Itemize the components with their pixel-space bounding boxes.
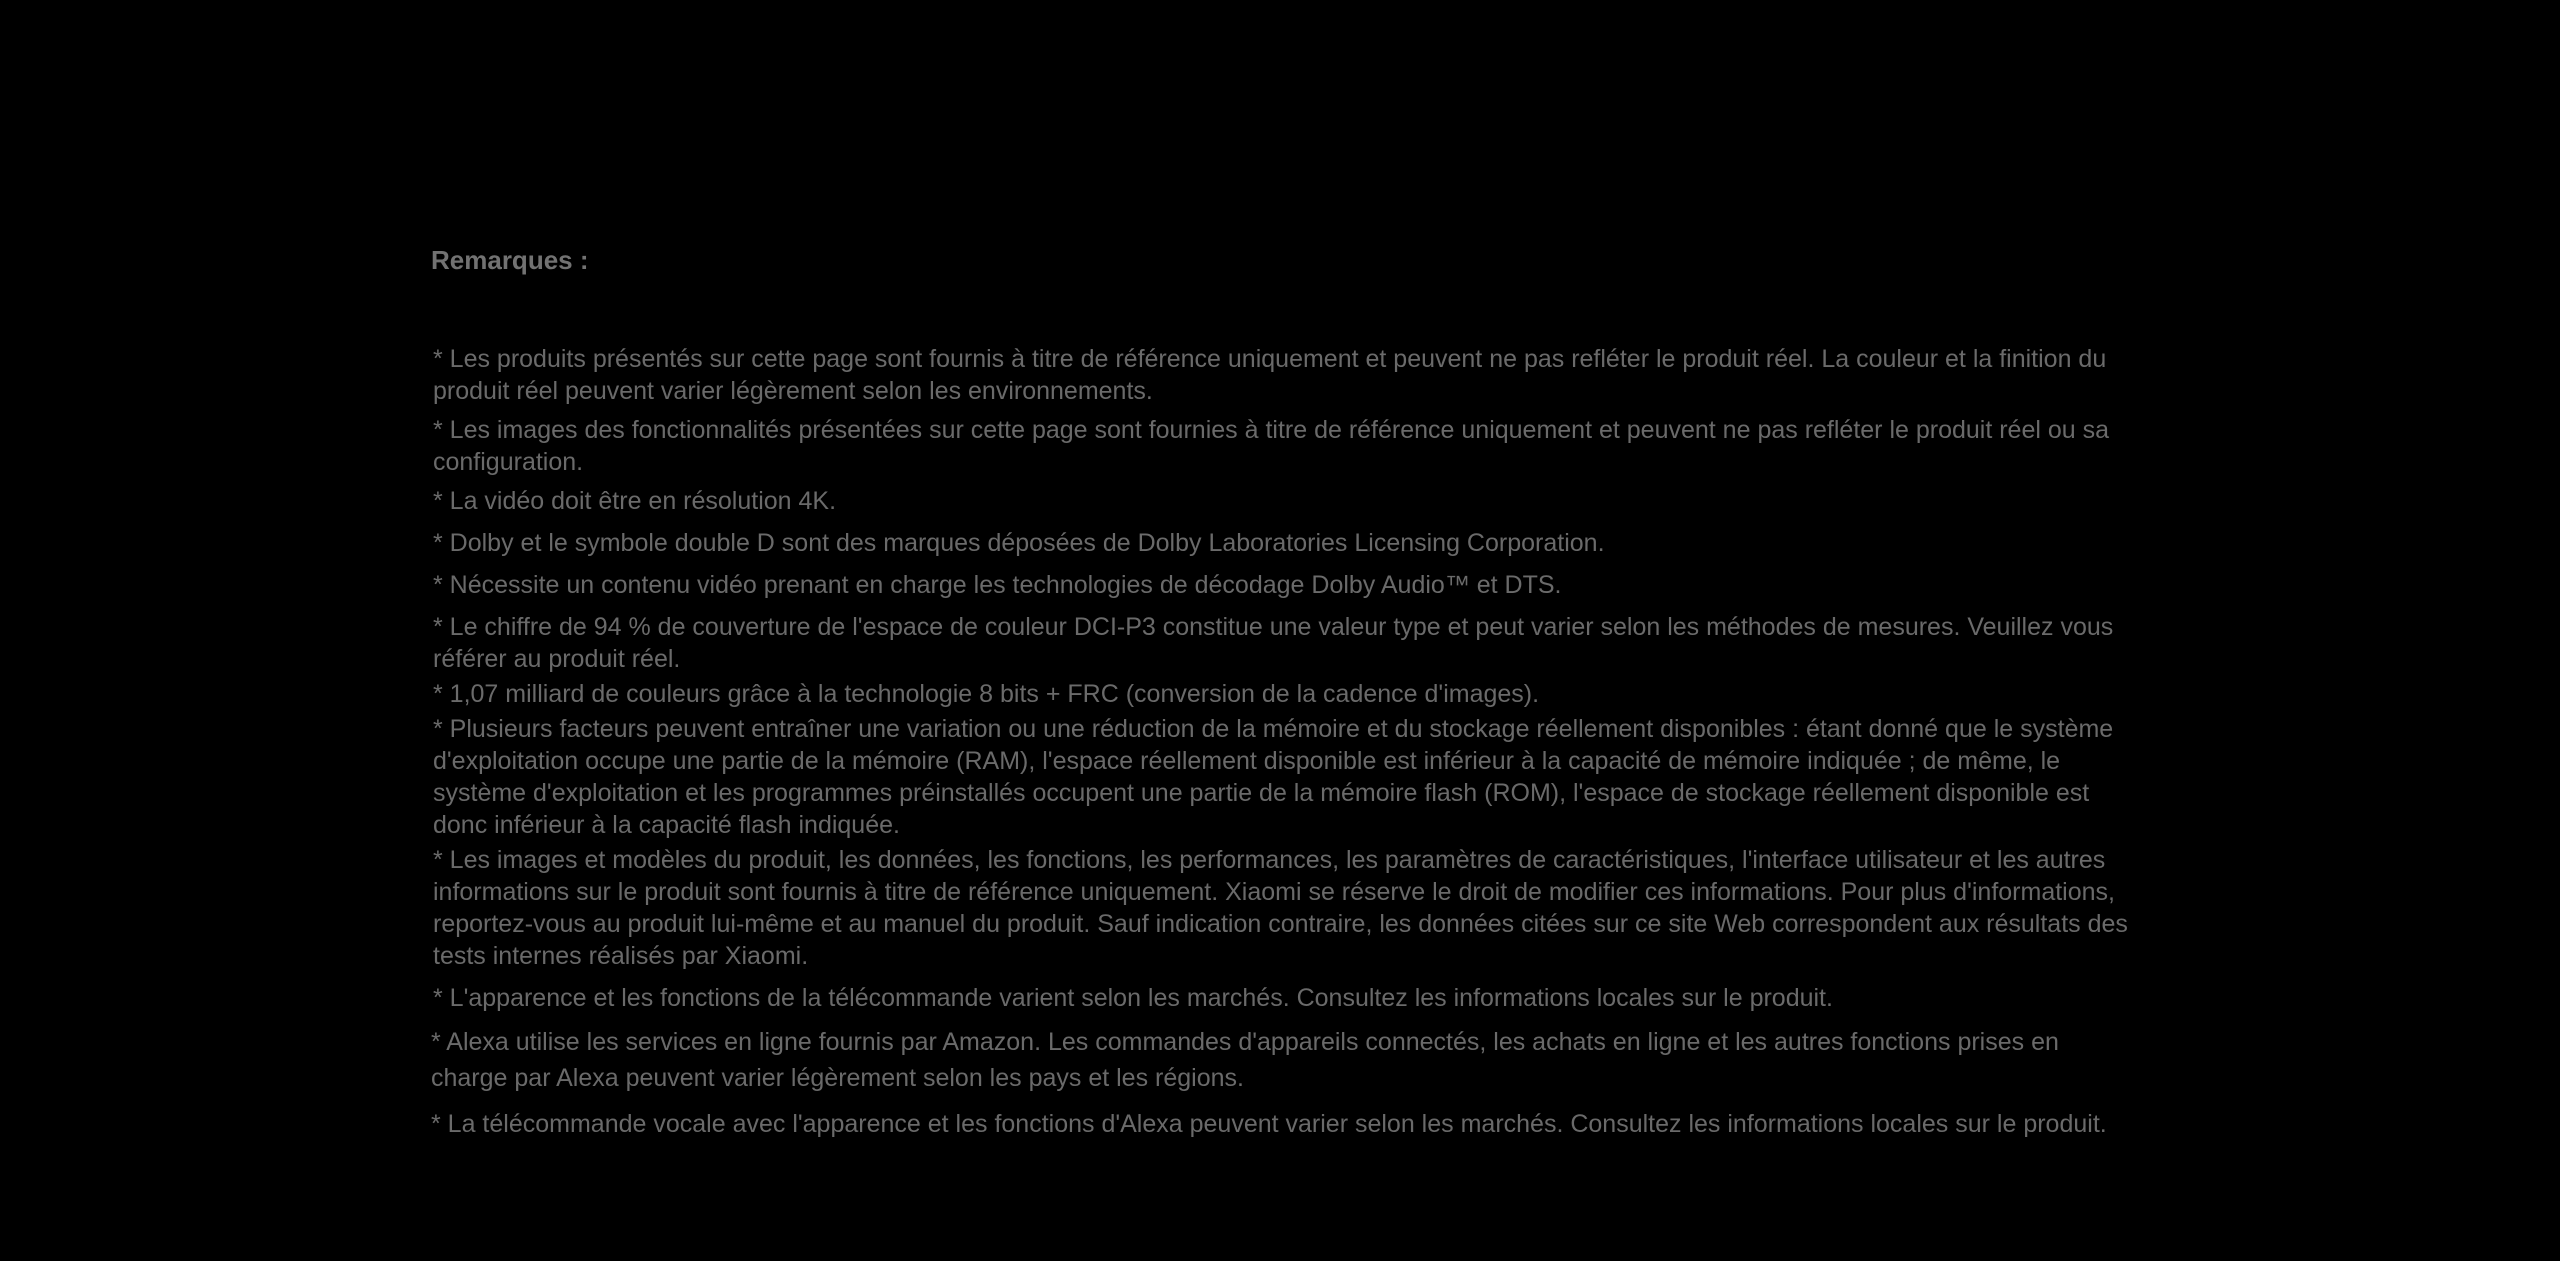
note-item: * Nécessite un contenu vidéo prenant en charge les technologies de décodage Dolby Audio™ et DTS. (433, 571, 1562, 599)
note-item: * Dolby et le symbole double D sont des marques déposées de Dolby Laboratories Licensing Corporation. (433, 529, 1605, 557)
note-item: * Les produits présentés sur cette page sont fournis à titre de référence uniquement et peuvent ne pas refléter le produit réel. La couleur et la finition du produit réel peuvent varier légèrement selon les environnements. (433, 345, 2107, 405)
note-item: * Les images des fonctionnalités présentées sur cette page sont fournies à titre de référence uniquement et peuvent ne pas refléter le produit réel ou sa configuration. (433, 416, 2110, 476)
note-item: * L'apparence et les fonctions de la télécommande varient selon les marchés. Consultez les informations locales sur le produit. (433, 984, 1833, 1012)
note-item: * Le chiffre de 94 % de couverture de l'espace de couleur DCI-P3 constitue une valeur type et peut varier selon les méthodes de mesures. Veuillez vous référer au produit réel. (433, 613, 2114, 673)
note-item: * 1,07 milliard de couleurs grâce à la technologie 8 bits + FRC (conversion de la cadence d'images). (433, 680, 1540, 708)
note-item: * La vidéo doit être en résolution 4K. (433, 487, 837, 515)
notes-list (431, 343, 2131, 1142)
notes-section (431, 243, 2131, 1149)
note-item: * Les images et modèles du produit, les données, les fonctions, les performances, les paramètres de caractéristiques, l'interface utilisateur et les autres informations sur le produit sont fournis à titre de référence uniquement. Xiaomi se réserve le droit de modifier ces informations. Pour plus d'informations, reportez-vous au produit lui-même et au manuel du produit. Sauf indication contraire, les données citées sur ce site Web correspondent aux résultats des tests internes réalisés par Xiaomi. (433, 846, 2128, 970)
note-item: * Alexa utilise les services en ligne fournis par Amazon. Les commandes d'appareils connectés, les achats en ligne et les autres fonctions prises en charge par Alexa peuvent varier légèrement selon les pays et les régions. (431, 1028, 2059, 1092)
note-item: * La télécommande vocale avec l'apparence et les fonctions d'Alexa peuvent varier selon les marchés. Consultez les informations locales sur le produit. (431, 1110, 2107, 1138)
note-item: * Plusieurs facteurs peuvent entraîner une variation ou une réduction de la mémoire et du stockage réellement disponibles : étant donné que le système d'exploitation occupe une partie de la mémoire (RAM), l'espace réellement disponible est inférieur à la capacité de mémoire indiquée ; de même, le système d'exploitation et les programmes préinstallés occupent une partie de la mémoire flash (ROM), l'espace de stockage réellement disponible est donc inférieur à la capacité flash indiquée. (433, 715, 2114, 839)
notes-title: Remarques : (431, 245, 589, 275)
